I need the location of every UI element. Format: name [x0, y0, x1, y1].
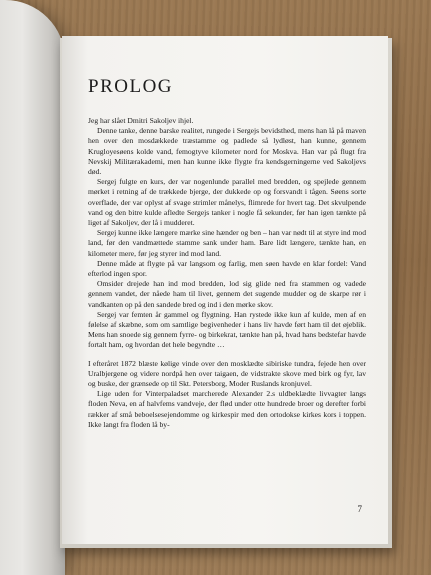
paragraph: Lige uden for Vinterpaladset marcherede Alexander 2.s uldbeklædte livvagter langs floden Neva, en af halvfems vandveje, der flød under otte hundrede broer og derefter forbi rækker af små beboelsesejendomme og kirkespir med den ortodokse kirkes kors i toppen. Ikke langt fra floden lå by-	[88, 389, 366, 429]
paragraph: I efteråret 1872 blæste kølige vinde over den mosklædte sibiriske tundra, fejede hen over Uralbjergene og videre nordpå hen over taigaen, de vidstrakte skove med birk og fyr, lav og buske, der grænsede op til Skt. Petersborg, Moder Ruslands kronjuvel.	[88, 358, 366, 389]
paragraph: Sergej var femten år gammel og flygtning. Han rystede ikke kun af kulde, men af en følelse af skæbne, som om samtlige begivenheder i hans liv havde ført ham til det øjeblik. Mens han snoede sig gennem fyrre- og birkekrat, tænkte han på, hvad hans bedstefar havde fortalt ham, og hvordan det hele begyndte …	[88, 309, 366, 350]
chapter-body	[88, 116, 366, 430]
book-page	[62, 36, 388, 544]
left-page-edge	[0, 0, 65, 575]
chapter-title: PROLOG	[88, 76, 174, 97]
paragraph: Sergej kunne ikke længere mærke sine hænder og ben – han var nødt til at styre ind mod land, før den vandmættede stamme sank under ham. Bare lidt længere, tænkte han, en kilometer mere, før jeg styrer ind mod land.	[88, 228, 366, 258]
paragraph: Jeg har slået Dmitri Sakoljev ihjel.	[88, 116, 194, 125]
page-number: 7	[357, 504, 362, 514]
paragraph: Denne tanke, denne barske realitet, rungede i Sergejs bevidsthed, mens han lå på maven hen over den mosdækkede træstamme og padlede så lydløst, han kunne, gennem Krugloyesøens kolde vand, femogtyve kilometer nord for Moskva. Han var på flugt fra Nevskij Militærakademi, men han kunne ikke flygte fra kendsgerningerne ved Sakoljevs død.	[88, 126, 366, 177]
paragraph: Omsider drejede han ind mod bredden, lod sig glide ned fra stammen og vadede gennem vandet, der nåede ham til livet, gennem det sugende mudder og de skarpe rør i vandkanten op på den sandede bred og ind i den mørke skov.	[88, 279, 366, 309]
paragraph: Denne måde at flygte på var langsom og farlig, men søen havde en klar fordel: Vand efterlod ingen spor.	[88, 258, 366, 279]
paragraph: Sergej fulgte en kurs, der var nogenlunde parallel med bredden, og spejlede gennem mørket i retning af de trækkede bjerge, der dukkede op og forsvandt i tågen. Søens sorte overflade, der var oplyst af svage strimler månelys, flimrede for hvert tag. Det skvulpende vand og den bitre kulde afledte Sergejs tanker i nogle få sekunder, før han igen tænkte på liget af Sakoljev, der lå i mudderet.	[88, 177, 366, 228]
